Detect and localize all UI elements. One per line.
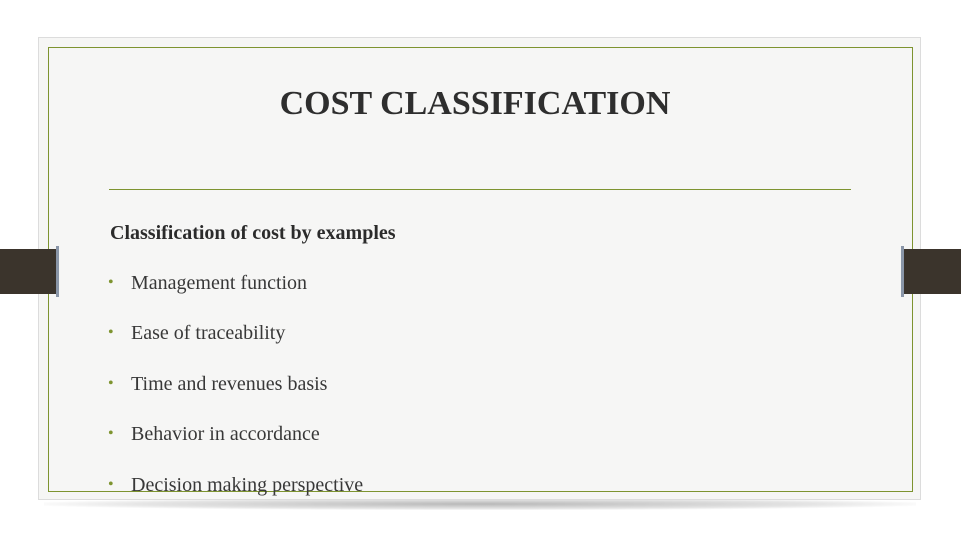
bullet-item[interactable] — [108, 271, 363, 321]
left-side-tab — [0, 249, 59, 294]
title-divider — [109, 189, 851, 190]
bullet-text: Time and revenues basis — [131, 372, 328, 395]
bullet-item[interactable] — [108, 422, 363, 472]
left-tab-edge — [56, 246, 59, 297]
right-tab-edge — [901, 246, 904, 297]
bullet-text: Management function — [131, 272, 308, 294]
bullet-dot-icon: • — [108, 274, 114, 291]
right-side-tab — [901, 249, 961, 294]
bullet-text: Decision making perspective — [131, 473, 364, 496]
bullet-item[interactable] — [108, 321, 363, 371]
bullet-dot-icon: • — [108, 425, 114, 443]
bullet-item[interactable] — [108, 372, 363, 422]
bullet-dot-icon: • — [108, 374, 114, 392]
bullet-text: Ease of traceability — [131, 322, 286, 345]
slide-title[interactable]: COST CLASSIFICATION — [279, 85, 671, 122]
bullet-text: Behavior in accordance — [131, 423, 320, 446]
bullet-dot-icon: • — [108, 324, 114, 342]
bullet-list — [108, 271, 363, 523]
bullet-item[interactable] — [108, 473, 363, 523]
slide-subheading[interactable]: Classification of cost by examples — [110, 222, 396, 244]
bullet-dot-icon: • — [108, 475, 114, 493]
